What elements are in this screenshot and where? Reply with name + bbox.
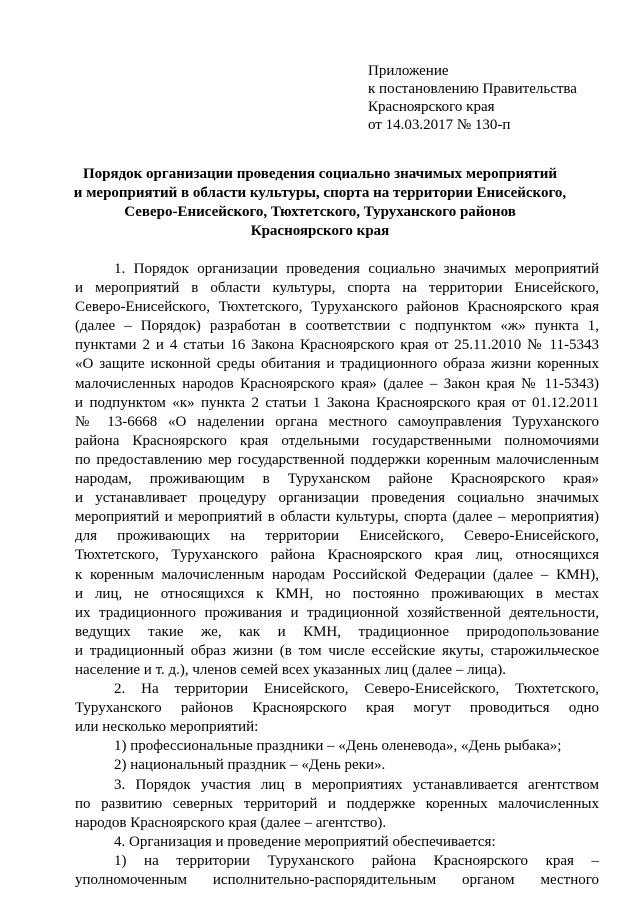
paragraph-1-line: Северо-Енисейского, Тюхтетского, Туруханского районов Красноярского края [75, 299, 599, 316]
title-line: Северо-Енисейского, Тюхтетского, Туруханского районов [124, 204, 516, 220]
paragraph-1-line: и подпунктом «к» пункта 2 статьи 1 Закона Красноярского края от 01.12.2011 [75, 394, 599, 411]
paragraph-1-line: население и т. д.), членов семей всех указанных лиц (далее – лица). [75, 661, 507, 678]
paragraph-4-line: 4. Организация и проведение мероприятий обеспечивается: [114, 833, 496, 850]
paragraph-1-line: и традиционный образ жизни (в том числе ессейские якуты, старожильческое [75, 642, 599, 659]
paragraph-1-line: к коренным малочисленным народам Российской Федерации (далее – КМН), [75, 566, 599, 583]
paragraph-1-line: малочисленных народов Красноярского края» (далее – Закон края № 11-5343) [75, 375, 599, 392]
paragraph-1-line: для проживающих на территории Енисейского, Северо-Енисейского, [75, 528, 599, 545]
paragraph-2-line: Туруханского районов Красноярского края могут проводиться одно [75, 700, 599, 717]
paragraph-2-line: или несколько мероприятий: [75, 719, 259, 736]
paragraph-1-line: Тюхтетского, Туруханского района Красноярского края лиц, относящихся [75, 547, 599, 564]
appendix-line: к постановлению Правительства [368, 81, 577, 97]
paragraph-1-line: (далее – Порядок) разработан в соответствии с подпунктом «ж» пункта 1, [75, 318, 599, 335]
list-item-line: уполномоченным исполнительно-распорядительным органом местного [75, 872, 599, 888]
paragraph-1-line: мероприятий и мероприятий в области культуры, спорта (далее – мероприятия) [75, 509, 599, 526]
list-item-line: 1) профессиональные праздники – «День оленевода», «День рыбака»; [114, 738, 562, 755]
title-line: Порядок организации проведения социально значимых мероприятий [82, 166, 558, 182]
paragraph-1-line: района Красноярского края отдельными государственными полномочиями [75, 432, 599, 449]
paragraph-1-line: и мероприятий в области культуры, спорта на территории Енисейского, [75, 280, 599, 297]
appendix-line: Красноярского края [368, 99, 495, 115]
title-line: Красноярского края [250, 223, 390, 239]
appendix-block [368, 62, 577, 134]
paragraph-1-line: народам, проживающим в Туруханском районе Красноярского края» [75, 471, 599, 488]
document-title [70, 165, 570, 241]
paragraph-2-line: 2. На территории Енисейского, Северо-Енисейского, Тюхтетского, [114, 681, 599, 698]
paragraph-1-line: 1. Порядок организации проведения социально значимых мероприятий [114, 261, 599, 277]
list-item-line: 1) на территории Туруханского района Красноярского края – [114, 852, 599, 869]
paragraph-3-line: по развитию северных территорий и поддержке коренных малочисленных [75, 795, 599, 812]
appendix-line: от 14.03.2017 № 130-п [368, 117, 511, 133]
paragraph-3-line: 3. Порядок участия лиц в мероприятиях устанавливается агентством [114, 776, 599, 793]
document-body [75, 260, 599, 890]
paragraph-1-line: их традиционного проживания и традиционной хозяйственной деятельности, [75, 604, 599, 621]
paragraph-1-line: по предоставлению мер государственной поддержки коренным малочисленным [75, 451, 599, 468]
paragraph-1-line: и лиц, не относящихся к КМН, но постоянно проживающих в местах [75, 585, 599, 602]
title-line: и мероприятий в области культуры, спорта на территории Енисейского, [73, 185, 567, 201]
paragraph-1-line: пунктами 2 и 4 статьи 16 Закона Красноярского края от 25.11.2010 № 11-5343 [75, 337, 599, 354]
paragraph-3-line: народов Красноярского края (далее – агентство). [75, 814, 387, 831]
appendix-line: Приложение [368, 63, 449, 79]
list-item-line: 2) национальный праздник – «День реки». [114, 757, 386, 774]
paragraph-1-line: № 13-6668 «О наделении органа местного самоуправления Туруханского [75, 413, 599, 430]
paragraph-1-line: и устанавливает процедуру организации проведения социально значимых [75, 490, 599, 507]
paragraph-1-line: «О защите исконной среды обитания и традиционного образа жизни коренных [75, 356, 599, 373]
paragraph-1-line: ведущих такие же, как и КМН, традиционное природопользование [75, 623, 599, 640]
